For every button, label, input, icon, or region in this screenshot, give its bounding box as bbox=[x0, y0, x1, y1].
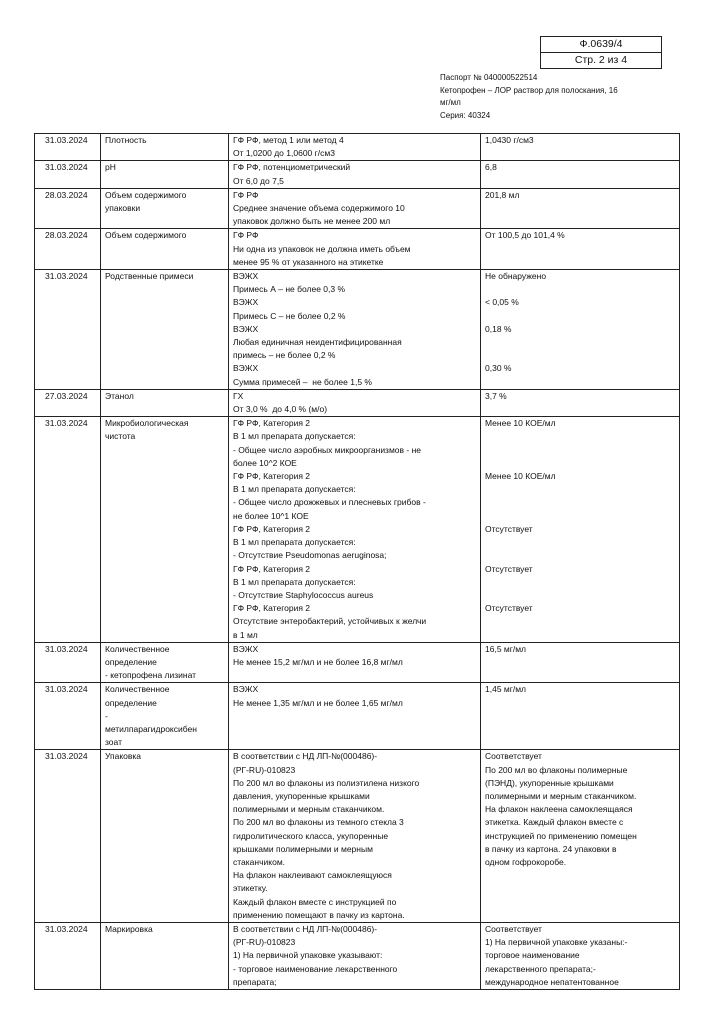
test-name bbox=[101, 161, 229, 188]
test-date: 31.03.2024 bbox=[35, 683, 101, 750]
test-name-line: Объем содержимого bbox=[105, 230, 187, 241]
test-specification bbox=[229, 750, 481, 923]
test-result-line: 6,8 bbox=[485, 162, 497, 173]
test-result-line bbox=[485, 310, 675, 323]
test-specification bbox=[229, 270, 481, 390]
test-result bbox=[481, 188, 680, 229]
test-result-line: 1) На первичной упаковке указаны:- bbox=[485, 937, 628, 948]
test-specification-line: По 200 мл во флаконы из полиэтилена низкого bbox=[233, 777, 420, 788]
test-name-line: pH bbox=[105, 162, 116, 173]
table-row bbox=[35, 188, 680, 229]
test-specification-line: этикетку. bbox=[233, 883, 268, 894]
test-result-line: 1,0430 г/см3 bbox=[485, 135, 534, 145]
form-code: Ф.0639/4 bbox=[579, 38, 623, 50]
table-row bbox=[35, 642, 680, 683]
test-result-line: лекарственного препарата;- bbox=[485, 963, 596, 974]
test-specification-line: Не менее 1,35 мг/мл и не более 1,65 мг/мл bbox=[233, 697, 403, 708]
test-result-line: инструкцией по применению помещен bbox=[485, 830, 637, 841]
test-specification-line: 1) На первичной упаковке указывают: bbox=[233, 950, 383, 961]
test-name-line: Микробиологическая bbox=[105, 418, 189, 429]
form-number-box bbox=[540, 36, 662, 69]
test-name-line: чистота bbox=[105, 431, 136, 442]
test-result-line bbox=[485, 283, 675, 296]
test-result-line bbox=[485, 496, 675, 509]
test-name-line: - кетопрофена лизинат bbox=[105, 670, 197, 681]
test-specification bbox=[229, 229, 481, 270]
test-result-line bbox=[485, 549, 675, 562]
test-result bbox=[481, 134, 680, 161]
test-result-line bbox=[485, 510, 675, 523]
test-result-line: (ПЭНД), укупоренные крышками bbox=[485, 777, 614, 788]
test-result bbox=[481, 683, 680, 750]
test-specification-line: стаканчиком. bbox=[233, 856, 286, 867]
test-specification-line: От 3,0 % до 4,0 % (м/о) bbox=[233, 404, 328, 415]
test-result-line: Менее 10 КОЕ/мл bbox=[485, 418, 556, 429]
test-specification-line: применению помещают в пачку из картона. bbox=[233, 909, 405, 920]
test-date: 28.03.2024 bbox=[35, 188, 101, 229]
test-result bbox=[481, 750, 680, 923]
test-specification-line: более 10^2 КОЕ bbox=[233, 457, 297, 468]
test-specification-line: ГФ РФ, Категория 2 bbox=[233, 418, 311, 429]
test-name-line: Плотность bbox=[105, 135, 147, 145]
test-date: 27.03.2024 bbox=[35, 389, 101, 416]
test-specification-line: В 1 мл препарата допускается: bbox=[233, 576, 356, 587]
test-result-line: Отсутствует bbox=[485, 523, 533, 534]
test-specification-line: - Общее число аэробных микроорганизмов - не bbox=[233, 444, 422, 455]
test-result-line: Не обнаружено bbox=[485, 271, 547, 282]
product-name-cont: мг/мл bbox=[440, 98, 461, 107]
test-name bbox=[101, 270, 229, 390]
test-specification-line: - Отсутствие Staphylococcus aureus bbox=[233, 589, 374, 600]
test-specification-line: Любая единичная неидентифицированная bbox=[233, 337, 402, 348]
test-result-line: 3,7 % bbox=[485, 390, 507, 401]
test-specification-line: ВЭЖХ bbox=[233, 297, 259, 308]
test-date: 31.03.2024 bbox=[35, 750, 101, 923]
test-name-line: Количественное bbox=[105, 643, 170, 654]
test-specification-line: В соответствии с НД ЛП-№(000486)- bbox=[233, 923, 378, 934]
test-specification bbox=[229, 134, 481, 161]
test-specification-line: ГФ РФ, Категория 2 bbox=[233, 471, 311, 482]
test-specification-line: Не менее 15,2 мг/мл и не более 16,8 мг/мл bbox=[233, 656, 403, 667]
test-name bbox=[101, 188, 229, 229]
test-specification-line: - Отсутствие Pseudomonas aeruginosa; bbox=[233, 550, 387, 561]
test-specification-line: ВЭЖХ bbox=[233, 323, 259, 334]
test-result-line bbox=[485, 483, 675, 496]
test-name-line: метилпарагидроксибен bbox=[105, 723, 197, 734]
test-result-line: этикетка. Каждый флакон вместе с bbox=[485, 817, 624, 828]
test-result-line bbox=[485, 576, 675, 589]
test-name-line: Объем содержимого bbox=[105, 189, 187, 200]
test-specification-line: (РГ-RU)-010823 bbox=[233, 764, 296, 775]
test-specification-line: полимерными и мерным стаканчиком. bbox=[233, 804, 385, 815]
test-specification-line: В соответствии с НД ЛП-№(000486)- bbox=[233, 751, 378, 762]
test-specification-line: Каждый флакон вместе с инструкцией по bbox=[233, 896, 397, 907]
test-name-line: определение bbox=[105, 656, 157, 667]
batch-number: Серия: 40324 bbox=[440, 110, 491, 120]
test-specification-line: Примесь С – не более 0,2 % bbox=[233, 310, 346, 321]
table-row bbox=[35, 683, 680, 750]
test-specification-line: Примесь А – не более 0,3 % bbox=[233, 284, 346, 295]
test-result bbox=[481, 922, 680, 989]
table-row bbox=[35, 417, 680, 642]
test-result-line: 0,18 % bbox=[485, 323, 512, 334]
test-result-line: По 200 мл во флаконы полимерные bbox=[485, 764, 628, 775]
test-result-line: одном гофрокоробе. bbox=[485, 856, 567, 867]
test-specification-line: давления, укупоренные крышками bbox=[233, 790, 370, 801]
test-name-line: зоат bbox=[105, 737, 122, 748]
test-name bbox=[101, 750, 229, 923]
test-specification-line: гидролитического класса, укупоренные bbox=[233, 830, 389, 841]
test-result bbox=[481, 642, 680, 683]
test-specification bbox=[229, 161, 481, 188]
table-row bbox=[35, 270, 680, 390]
table-row bbox=[35, 161, 680, 188]
test-date: 31.03.2024 bbox=[35, 417, 101, 642]
test-name-line: упаковки bbox=[105, 203, 141, 214]
test-specification-line: ГФ РФ bbox=[233, 189, 259, 200]
test-name bbox=[101, 683, 229, 750]
test-result-line bbox=[485, 457, 675, 470]
test-specification-line: - Общее число дрожжевых и плесневых грибов - bbox=[233, 497, 426, 508]
test-date: 31.03.2024 bbox=[35, 642, 101, 683]
test-name bbox=[101, 134, 229, 161]
test-specification-line: ВЭЖХ bbox=[233, 643, 259, 654]
test-specification-line: ВЭЖХ bbox=[233, 684, 259, 695]
test-name-line: Этанол bbox=[105, 390, 134, 401]
test-specification-line: По 200 мл во флаконы из темного стекла 3 bbox=[233, 817, 404, 828]
test-date: 31.03.2024 bbox=[35, 922, 101, 989]
test-name-line: Упаковка bbox=[105, 751, 142, 762]
test-result bbox=[481, 270, 680, 390]
test-result-line: 16,5 мг/мл bbox=[485, 643, 527, 654]
test-specification-line: В 1 мл препарата допускается: bbox=[233, 431, 356, 442]
test-name-line: - bbox=[105, 710, 108, 721]
test-specification-line: в 1 мл bbox=[233, 629, 258, 640]
test-specification-line: ГФ РФ bbox=[233, 230, 259, 241]
table-row bbox=[35, 134, 680, 161]
test-result bbox=[481, 161, 680, 188]
test-result-line: 201,8 мл bbox=[485, 189, 520, 200]
test-specification-line: ВЭЖХ bbox=[233, 271, 259, 282]
test-result-line bbox=[485, 349, 675, 362]
test-specification-line: препарата; bbox=[233, 976, 277, 987]
test-specification-line: В 1 мл препарата допускается: bbox=[233, 484, 356, 495]
test-name-line: Родственные примеси bbox=[105, 271, 194, 282]
page-number: Стр. 2 из 4 bbox=[541, 52, 661, 68]
test-result bbox=[481, 389, 680, 416]
test-specification-line: упаковок должно быть не менее 200 мл bbox=[233, 216, 391, 227]
test-date: 28.03.2024 bbox=[35, 229, 101, 270]
test-result-line: < 0,05 % bbox=[485, 297, 519, 308]
test-specification bbox=[229, 188, 481, 229]
test-name bbox=[101, 642, 229, 683]
test-result-line: 1,45 мг/мл bbox=[485, 684, 527, 695]
test-specification-line: не более 10^1 КОЕ bbox=[233, 510, 309, 521]
test-specification-line: Отсутствие энтеробактерий, устойчивых к желчи bbox=[233, 616, 427, 627]
test-result-line: торговое наименование bbox=[485, 950, 580, 961]
test-result-line: Отсутствует bbox=[485, 603, 533, 614]
test-specification-line: Ни одна из упаковок не должна иметь объем bbox=[233, 243, 411, 254]
test-specification-line: В 1 мл препарата допускается: bbox=[233, 537, 356, 548]
test-specification-line: ГФ РФ, Категория 2 bbox=[233, 603, 311, 614]
test-results-table bbox=[34, 133, 680, 990]
test-specification-line: ГФ РФ, Категория 2 bbox=[233, 523, 311, 534]
test-specification-line: ГФ РФ, Категория 2 bbox=[233, 563, 311, 574]
test-name-line: определение bbox=[105, 697, 157, 708]
test-specification-line: От 6,0 до 7,5 bbox=[233, 175, 284, 186]
test-specification-line: крышками полимерными и мерным bbox=[233, 843, 373, 854]
test-result-line: От 100,5 до 101,4 % bbox=[485, 230, 565, 241]
test-result-line bbox=[485, 444, 675, 457]
test-specification bbox=[229, 922, 481, 989]
test-result-line: в пачку из картона. 24 упаковки в bbox=[485, 843, 617, 854]
test-result-line: 0,30 % bbox=[485, 363, 512, 374]
table-row bbox=[35, 922, 680, 989]
test-date: 31.03.2024 bbox=[35, 161, 101, 188]
passport-number: Паспорт № 040000522514 bbox=[440, 73, 538, 82]
test-specification-line: примесь – не более 0,2 % bbox=[233, 350, 336, 361]
test-result-line bbox=[485, 336, 675, 349]
test-result-line: международное непатентованное bbox=[485, 976, 619, 987]
passport-header bbox=[440, 72, 630, 122]
test-specification bbox=[229, 389, 481, 416]
test-specification-line: ВЭЖХ bbox=[233, 363, 259, 374]
table-row bbox=[35, 389, 680, 416]
test-specification-line: На флакон наклеивают самоклеящуюся bbox=[233, 870, 392, 881]
product-name: Кетопрофен – ЛОР раствор для полоскания, 16 bbox=[440, 85, 618, 95]
test-name-line: Маркировка bbox=[105, 923, 153, 934]
test-name bbox=[101, 922, 229, 989]
test-result bbox=[481, 417, 680, 642]
test-specification-line: Среднее значение объема содержимого 10 bbox=[233, 203, 405, 214]
test-result-line: На флакон наклеена самоклеящаяся bbox=[485, 804, 633, 815]
test-result-line: Отсутствует bbox=[485, 563, 533, 574]
test-date: 31.03.2024 bbox=[35, 270, 101, 390]
test-specification bbox=[229, 642, 481, 683]
table-row bbox=[35, 750, 680, 923]
test-specification-line: (РГ-RU)-010823 bbox=[233, 937, 296, 948]
table-row bbox=[35, 229, 680, 270]
test-specification-line: От 1,0200 до 1,0600 г/см3 bbox=[233, 148, 335, 159]
test-name bbox=[101, 417, 229, 642]
test-specification bbox=[229, 417, 481, 642]
test-specification-line: ГФ РФ, метод 1 или метод 4 bbox=[233, 135, 344, 145]
test-specification-line: Сумма примесей – не более 1,5 % bbox=[233, 376, 372, 387]
test-result bbox=[481, 229, 680, 270]
test-result-line: Менее 10 КОЕ/мл bbox=[485, 471, 556, 482]
test-result-line bbox=[485, 536, 675, 549]
test-specification-line: ГФ РФ, потенциометрический bbox=[233, 162, 351, 173]
test-name bbox=[101, 229, 229, 270]
test-name-line: Количественное bbox=[105, 684, 170, 695]
test-result-line bbox=[485, 589, 675, 602]
test-date: 31.03.2024 bbox=[35, 134, 101, 161]
test-specification bbox=[229, 683, 481, 750]
test-specification-line: менее 95 % от указанного на этикетке bbox=[233, 256, 384, 267]
test-name bbox=[101, 389, 229, 416]
test-result-line: Соответствует bbox=[485, 923, 542, 934]
test-specification-line: ГХ bbox=[233, 390, 244, 401]
test-result-line: полимерными и мерным стаканчиком. bbox=[485, 790, 637, 801]
test-result-line bbox=[485, 430, 675, 443]
test-specification-line: - торговое наименование лекарственного bbox=[233, 963, 398, 974]
test-result-line: Соответствует bbox=[485, 751, 542, 762]
